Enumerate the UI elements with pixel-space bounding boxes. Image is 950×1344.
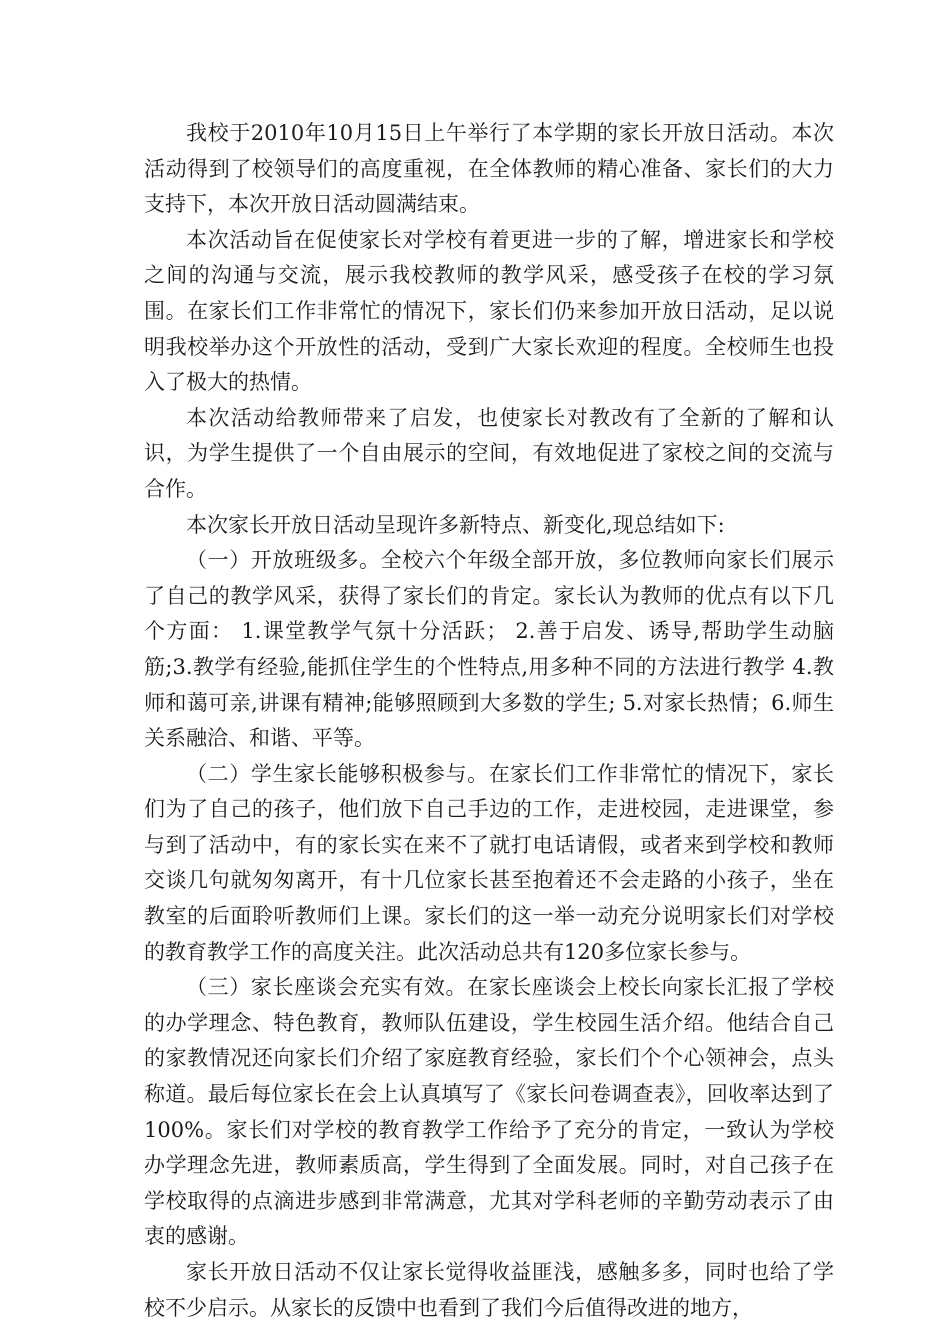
paragraph-intro: 我校于2010年10月15日上午举行了本学期的家长开放日活动。本次活动得到了校领导们的高度重视，在全体教师的精心准备、家长们的大力支持下，本次开放日活动圆满结束。 xyxy=(144,121,834,217)
paragraph-inspiration: 本次活动给教师带来了启发，也使家长对教改有了全新的了解和认识，为学生提供了一个自由展示的空间，有效地促进了家校之间的交流与合作。 xyxy=(144,405,834,501)
paragraph-summary-lead: 本次家长开放日活动呈现许多新特点、新变化,现总结如下: xyxy=(186,512,725,537)
paragraph-reflection: 家长开放日活动不仅让家长觉得收益匪浅，感触多多，同时也给了学校不少启示。从家长的反馈中也看到了我们今后值得改进的地方， xyxy=(144,1260,834,1320)
paragraph-point-two: （二）学生家长能够积极参与。在家长们工作非常忙的情况下，家长们为了自己的孩子，他们放下自己手边的工作，走进校园，走进课堂，参与到了活动中，有的家长实在来不了就打电话请假，或者来到学校和教师交谈几句就匆匆离开，有十几位家长甚至抱着还不会走路的小孩子，坐在教室的后面聆听教师们上课。家长们的这一举一动充分说明家长们对学校的教育教学工作的高度关注。此次活动总共有120多位家长参与。 xyxy=(144,761,834,964)
paragraph-point-one: （一）开放班级多。全校六个年级全部开放，多位教师向家长们展示了自己的教学风采，获得了家长们的肯定。家长认为教师的优点有以下几个方面： 1.课堂教学气氛十分活跃； 2.善于启发、诱导,帮助学生动脑筋;3.教学有经验,能抓住学生的个性特点,用多种不同的方法进行教学 4.教师和蔼可亲,讲课有精神;能够照顾到大多数的学生; 5.对家长热情；6.师生关系融洽、和谐、平等。 xyxy=(144,548,834,751)
document-body xyxy=(144,116,834,1326)
paragraph-point-three: （三）家长座谈会充实有效。在家长座谈会上校长向家长汇报了学校的办学理念、特色教育，教师队伍建设，学生校园生活介绍。他结合自己的家教情况还向家长们介绍了家庭教育经验，家长们个个心领神会，点头称道。最后每位家长在会上认真填写了《家长问卷调查表》，回收率达到了100%。家长们对学校的教育教学工作给予了充分的肯定，一致认为学校办学理念先进，教师素质高，学生得到了全面发展。同时，对自己孩子在学校取得的点滴进步感到非常满意，尤其对学科老师的辛勤劳动表示了由衷的感谢。 xyxy=(144,975,834,1249)
paragraph-purpose: 本次活动旨在促使家长对学校有着更进一步的了解，增进家长和学校之间的沟通与交流，展示我校教师的教学风采，感受孩子在校的学习氛围。在家长们工作非常忙的情况下，家长们仍来参加开放日活动，足以说明我校举办这个开放性的活动，受到广大家长欢迎的程度。全校师生也投入了极大的热情。 xyxy=(144,227,834,395)
